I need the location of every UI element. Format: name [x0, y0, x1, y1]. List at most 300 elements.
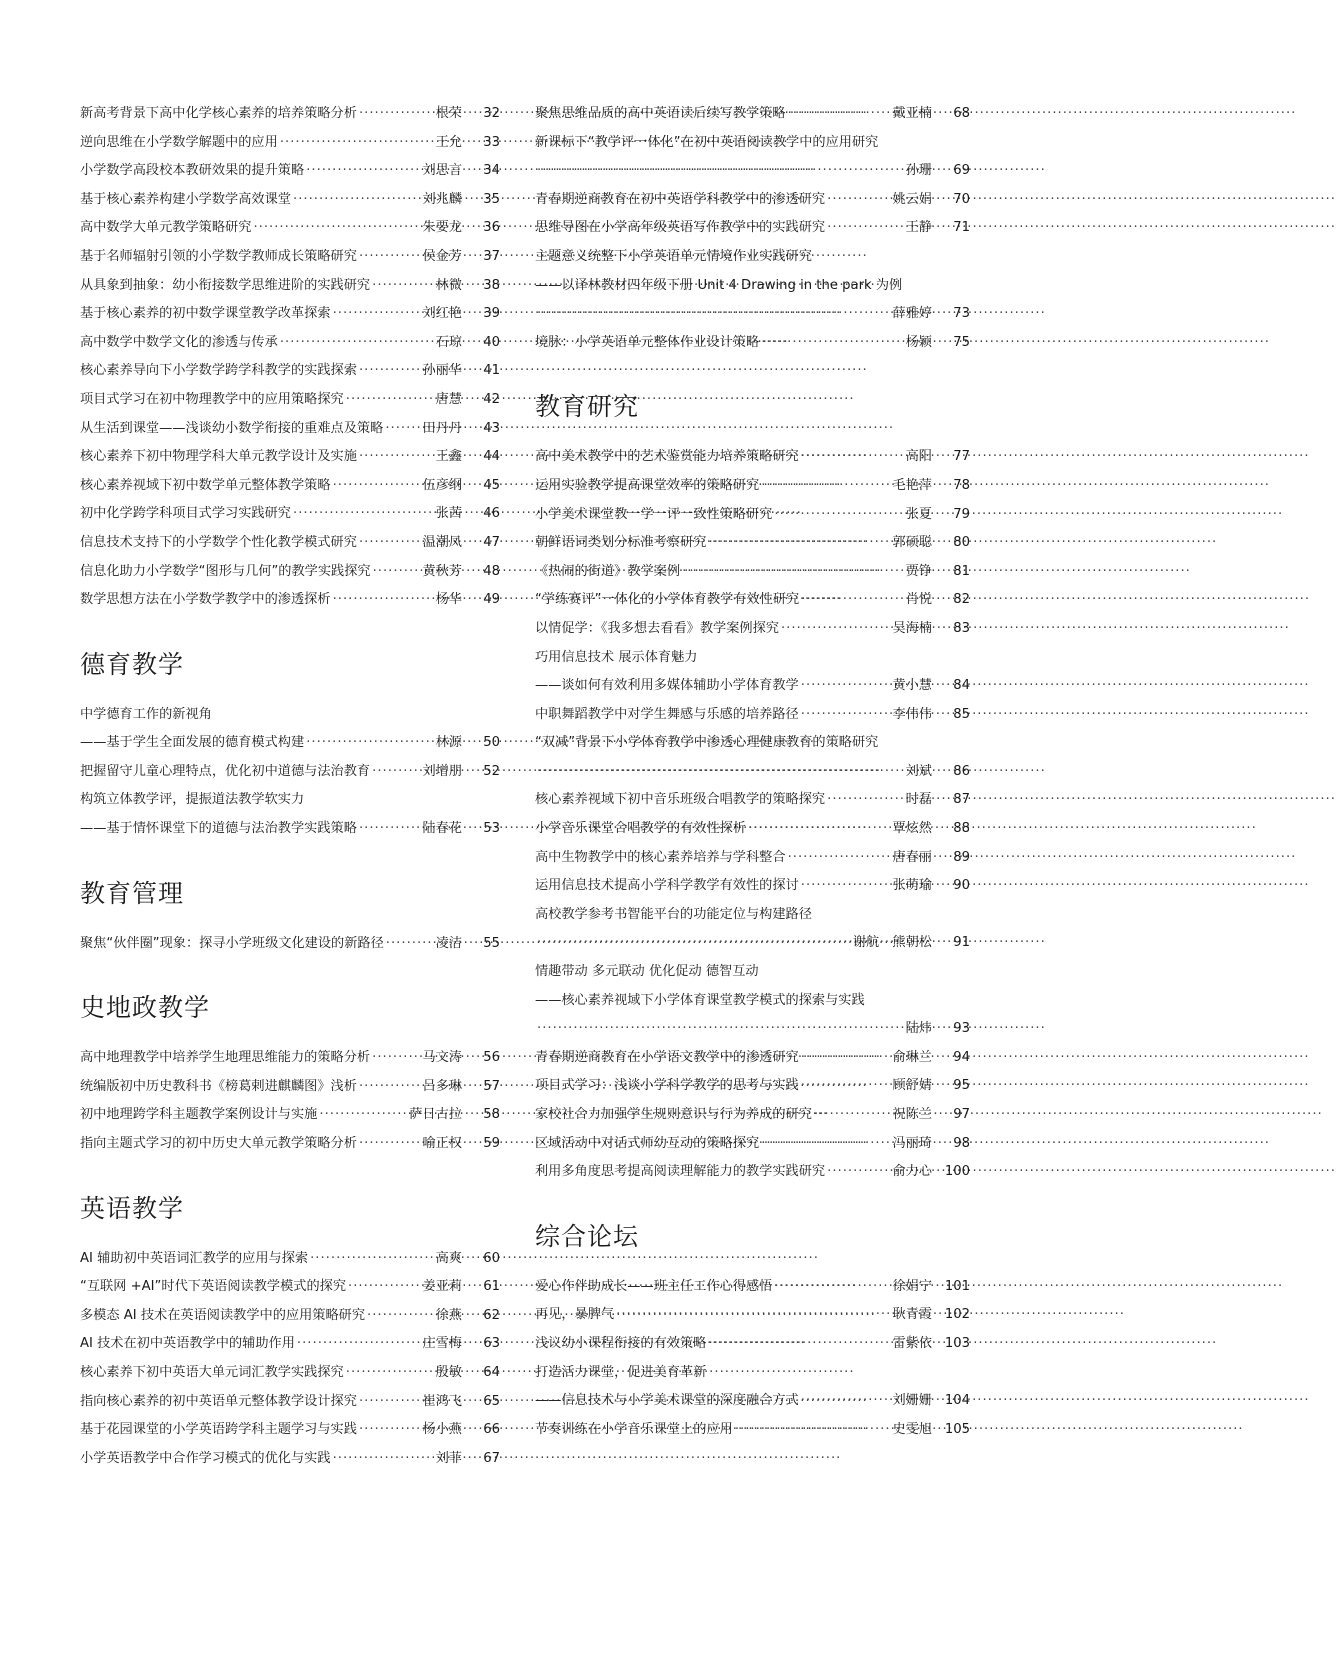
leader-dots [761, 329, 899, 358]
toc-left-column [80, 100, 500, 1473]
entry-author: 凌洁 [435, 935, 462, 951]
toc-entry[interactable] [535, 157, 970, 186]
entry-title: 从生活到课堂——浅谈幼小数学衔接的重难点及策略 [80, 420, 384, 436]
leader-dots [814, 1101, 887, 1130]
toc-entry[interactable] [80, 1445, 500, 1474]
entry-title: 基于花园课堂的小学英语跨学科主题学习与实践 [80, 1422, 357, 1438]
leader-dots [708, 529, 886, 558]
entry-author: 孙丽华 [422, 363, 462, 379]
entry-page: 57 [483, 1078, 500, 1094]
entry-page: 97 [953, 1107, 970, 1122]
entry-page: 93 [953, 1021, 970, 1037]
entry-author: 萨日古拉 [409, 1107, 462, 1123]
toc-line: “双减”背景下小学体育教学中渗透心理健康教育的策略研究 [535, 735, 879, 751]
entry-title: ——谈如何有效利用多媒体辅助小学体育教学 [535, 678, 799, 694]
toc-group-forum [535, 1273, 970, 1359]
entry-author: 林源 [435, 735, 462, 751]
entry-title: 多模态 AI 技术在英语阅读教学中的应用策略研究 [80, 1307, 366, 1323]
entry-page: 78 [953, 477, 970, 493]
leader-dots [297, 1330, 417, 1359]
entry-title: 运用信息技术提高小学科学教学有效性的探讨 [535, 878, 799, 894]
entry-author: 刘红艳 [422, 306, 462, 322]
leader-dots [827, 214, 900, 243]
leader-dots [616, 1301, 886, 1330]
entry-title: 基于核心素养构建小学数学高效课堂 [80, 191, 291, 207]
entry-title: 从具象到抽象：幼小衔接数学思维进阶的实践研究 [80, 277, 371, 293]
leader-dots [788, 844, 887, 873]
entry-title: 项目式学习：浅谈小学科学教学的思考与实践 [535, 1078, 799, 1094]
entry-author: 根荣 [435, 106, 462, 121]
entry-author: 刘斌 [905, 763, 932, 779]
leader-dots [310, 1245, 430, 1274]
entry-page: 91 [953, 935, 970, 951]
toc-line: 中学德育工作的新视角 [80, 706, 212, 722]
entry-page: 87 [953, 792, 970, 808]
leader-dots [359, 1130, 417, 1159]
entry-title: 小学美术课堂教一学一评一致性策略研究 [535, 506, 773, 522]
leader-dots [537, 1015, 900, 1044]
entry-title: 新高考背景下高中化学核心素养的培养策略分析 [80, 106, 357, 121]
entry-author: 徐娟宁 [892, 1278, 932, 1294]
toc-entry[interactable] [80, 100, 500, 129]
toc-line: 主题意义统整下小学英语单元情境作业实践研究 [535, 248, 812, 264]
entry-title: 指向主题式学习的初中历史大单元教学策略分析 [80, 1136, 357, 1152]
entry-author: 吴海楠 [892, 620, 932, 636]
entry-author: 王鑫 [435, 449, 462, 465]
entry-title: 高中数学中数学文化的渗透与传承 [80, 334, 278, 350]
toc-entry[interactable] [535, 472, 970, 501]
entry-author: 杨华 [435, 592, 462, 608]
toc-entry[interactable] [535, 100, 970, 129]
entry-page: 103 [944, 1335, 970, 1351]
toc-entry[interactable] [535, 701, 970, 730]
entry-page: 95 [953, 1078, 970, 1094]
entry-page: 98 [953, 1135, 970, 1151]
entry-page: 63 [483, 1336, 500, 1352]
toc-entry[interactable] [535, 329, 970, 358]
toc-entry[interactable] [535, 1416, 970, 1445]
toc-entry[interactable] [535, 1330, 970, 1359]
entry-page: 104 [944, 1393, 970, 1409]
leader-dots [774, 1273, 886, 1302]
section-title-guanli: 教育管理 [80, 878, 185, 908]
entry-author: 雷紫依 [892, 1335, 932, 1351]
toc-entry[interactable] [80, 758, 500, 787]
entry-author: 覃炫然 [892, 821, 932, 837]
toc-entry[interactable] [535, 672, 970, 701]
leader-dots [306, 729, 429, 758]
entry-title: 逆向思维在小学数学解题中的应用 [80, 134, 278, 150]
leader-dots [359, 1388, 417, 1417]
toc-entry[interactable] [535, 186, 970, 215]
entry-title: 浅议幼小课程衔接的有效策略 [535, 1335, 707, 1351]
toc-entry[interactable] [80, 558, 500, 587]
entry-title: 中职舞蹈教学中对学生舞感与乐感的培养路径 [535, 706, 799, 722]
leader-dots [359, 100, 430, 129]
toc-entry[interactable] [535, 844, 970, 873]
entry-title: 核心素养下初中英语大单元词汇教学实践探究 [80, 1365, 344, 1380]
toc-entry[interactable] [535, 1158, 970, 1187]
entry-page: 102 [944, 1307, 970, 1323]
toc-group-research-a [535, 443, 970, 643]
entry-page: 50 [483, 735, 500, 751]
leader-dots [827, 1158, 886, 1187]
toc-entry[interactable] [535, 815, 970, 844]
entry-author: 孙珊 [905, 163, 932, 179]
leader-dots [359, 1416, 417, 1445]
entry-author: 黄秋芳 [422, 563, 462, 579]
entry-author: 杨颖 [905, 334, 932, 350]
entry-author: 贾铮 [905, 563, 932, 579]
entry-title: 再见，暴脾气 [535, 1307, 615, 1323]
entry-title: 统编版初中历史教科书《榜葛剌进麒麟图》浅析 [80, 1078, 357, 1094]
entry-title: 核心素养下初中物理学科大单元教学设计及实施 [80, 449, 357, 465]
toc-entry[interactable] [80, 357, 500, 386]
toc-entry[interactable] [80, 1273, 500, 1302]
leader-dots [359, 529, 417, 558]
toc-entry[interactable] [535, 786, 970, 815]
leader-dots [537, 300, 886, 329]
entry-title: 把握留守儿童心理特点，优化初中道德与法治教育 [80, 763, 371, 779]
toc-entry[interactable] [80, 1130, 500, 1159]
entry-author: 唐春丽 [892, 849, 932, 865]
entry-page: 53 [483, 821, 500, 837]
entry-page: 80 [953, 535, 970, 551]
entry-author: 薛雅婷 [892, 306, 932, 322]
entry-page: 56 [483, 1050, 500, 1066]
entry-page: 82 [953, 592, 970, 608]
leader-dots [386, 930, 430, 959]
section-title-deyu: 德育教学 [80, 649, 185, 679]
section-title-yingyu: 英语教学 [80, 1193, 185, 1223]
toc-entry[interactable] [80, 243, 500, 272]
entry-page: 71 [953, 220, 970, 236]
entry-title: 利用多角度思考提高阅读理解能力的教学实践研究 [535, 1164, 826, 1180]
toc-entry[interactable] [80, 386, 500, 415]
entry-title: ——信息技术与小学美术课堂的深度融合方式 [535, 1393, 799, 1409]
toc-entry[interactable] [535, 872, 970, 901]
entry-author: 崔鸿飞 [422, 1393, 462, 1409]
entry-author: 刘菲 [435, 1450, 462, 1466]
entry-author: 时磊 [905, 792, 932, 808]
entry-title: 高中地理教学中培养学生地理思维能力的策略分析 [80, 1050, 371, 1066]
entry-page: 45 [483, 477, 500, 493]
toc-entry[interactable] [80, 186, 500, 215]
entry-author: 姜亚莉 [422, 1279, 462, 1295]
leader-dots [333, 300, 417, 329]
toc-entry[interactable] [535, 300, 970, 329]
toc-entry[interactable] [80, 272, 500, 301]
toc-group-research-c [535, 1044, 970, 1187]
leader-dots [801, 701, 887, 730]
entry-author: 陆春花 [422, 821, 462, 837]
entry-page: 39 [483, 306, 500, 322]
leader-dots [348, 1273, 416, 1302]
entry-title: 聚焦思维品质的高中英语读后续写教学策略 [535, 106, 786, 121]
entry-page: 44 [483, 449, 500, 465]
leader-dots [801, 1044, 887, 1073]
entry-page: 73 [953, 306, 970, 322]
entry-page: 105 [944, 1421, 970, 1437]
leader-dots [372, 272, 430, 301]
entry-page: 36 [483, 220, 500, 236]
entry-title: 青春期逆商教育在小学语文教学中的渗透研究 [535, 1049, 799, 1065]
leader-dots [801, 1072, 887, 1101]
toc-line: 新课标下“教学评一体化”在初中英语阅读教学中的应用研究 [535, 134, 879, 150]
entry-author: 陆炜 [905, 1021, 932, 1037]
entry-page: 34 [483, 163, 500, 179]
toc-entry[interactable] [80, 1245, 500, 1274]
entry-author: 殷敏 [435, 1365, 462, 1380]
entry-author: 田丹丹 [422, 420, 462, 436]
leader-dots [708, 1330, 886, 1359]
toc-entry[interactable] [80, 1416, 500, 1445]
entry-page: 70 [953, 191, 970, 207]
entry-page: 35 [483, 191, 500, 207]
entry-page: 101 [944, 1278, 970, 1294]
leader-dots [372, 758, 416, 787]
toc-entry[interactable] [535, 758, 970, 787]
entry-page: 32 [483, 106, 500, 121]
entry-page: 85 [953, 706, 970, 722]
entry-page: 60 [483, 1250, 500, 1266]
toc-entry[interactable] [535, 558, 970, 587]
entry-page: 37 [483, 248, 500, 264]
entry-author: 戴亚楠 [892, 106, 932, 121]
toc-entry[interactable] [80, 1073, 500, 1102]
entry-title: 朝鲜语词类划分标准考察研究 [535, 535, 707, 551]
toc-entry[interactable] [80, 1101, 500, 1130]
leader-dots [801, 443, 900, 472]
toc-entry[interactable] [80, 300, 500, 329]
toc-entry[interactable] [535, 586, 970, 615]
toc-entry[interactable] [535, 1072, 970, 1101]
leader-dots [735, 1416, 887, 1445]
entry-page: 49 [483, 592, 500, 608]
leader-dots [761, 472, 886, 501]
leader-dots [801, 672, 887, 701]
entry-title: AI 辅助初中英语词汇教学的应用与探索 [80, 1250, 309, 1266]
leader-dots [801, 1387, 887, 1416]
entry-page: 61 [483, 1279, 500, 1295]
entry-page: 33 [483, 134, 500, 150]
toc-group-guanli [80, 930, 500, 959]
entry-page: 59 [483, 1136, 500, 1152]
entry-title: 信息化助力小学数学“图形与几何”的教学实践探究 [80, 563, 371, 579]
leader-dots [774, 501, 899, 530]
toc-entry[interactable] [80, 930, 500, 959]
entry-author: 刘姗姗 [892, 1393, 932, 1409]
entry-page: 90 [953, 878, 970, 894]
toc-entry[interactable] [80, 1388, 500, 1417]
entry-title: 核心素养视域下初中音乐班级合唱教学的策略探究 [535, 792, 826, 808]
toc-entry[interactable] [80, 157, 500, 186]
entry-author: 毛艳萍 [892, 477, 932, 493]
leader-dots [761, 1130, 886, 1159]
entry-page: 38 [483, 277, 500, 293]
toc-entry[interactable] [80, 500, 500, 529]
leader-dots [293, 186, 416, 215]
toc-entry[interactable] [535, 615, 970, 644]
entry-page: 81 [953, 563, 970, 579]
entry-author: 冯丽琦 [892, 1135, 932, 1151]
leader-dots [373, 558, 417, 587]
entry-title: 青春期逆商教育在初中英语学科教学中的渗透研究 [535, 191, 826, 207]
entry-title: 初中地理跨学科主题教学案例设计与实施 [80, 1107, 318, 1123]
entry-page: 86 [953, 763, 970, 779]
leader-dots [367, 1302, 430, 1331]
entry-author: 俞力心 [892, 1164, 932, 1180]
leader-dots [346, 386, 430, 415]
entry-title: “互联网 +AI”时代下英语阅读教学模式的探究 [80, 1279, 347, 1295]
leader-dots [801, 586, 899, 615]
entry-title: ——基于情怀课堂下的道德与法治教学实践策略 [80, 821, 357, 837]
leader-dots [359, 243, 417, 272]
toc-entry[interactable] [535, 1044, 970, 1073]
section-title-shidizheng: 史地政教学 [80, 993, 211, 1023]
toc-entry[interactable] [80, 129, 500, 158]
entry-page: 48 [483, 563, 500, 579]
toc-entry[interactable] [535, 1015, 970, 1044]
toc-entry[interactable] [535, 929, 970, 958]
entry-title: 聚焦“伙伴圈”现象：探寻小学班级文化建设的新路径 [80, 935, 384, 951]
toc-line: 巧用信息技术 展示体育魅力 [535, 649, 698, 665]
entry-page: 77 [953, 449, 970, 465]
entry-author: 黄小慧 [892, 678, 932, 694]
leader-dots [346, 1359, 430, 1388]
entry-title: 信息技术支持下的小学数学个性化教学模式研究 [80, 534, 357, 550]
entry-title: 高中数学大单元教学策略研究 [80, 220, 252, 236]
leader-dots [333, 586, 430, 615]
entry-title: 初中化学跨学科项目式学习实践研究 [80, 506, 291, 522]
entry-title: 以情促学：《我多想去看看》教学案例探究 [535, 620, 779, 636]
toc-entry[interactable] [80, 1302, 500, 1331]
toc-line: ——核心素养视域下小学体育课堂教学模式的探索与实践 [535, 992, 865, 1008]
leader-dots [385, 415, 416, 444]
entry-page: 84 [953, 678, 970, 694]
entry-title: 小学数学高段校本教研效果的提升策略 [80, 163, 305, 179]
entry-author: 唐慧 [435, 391, 462, 407]
toc-entry[interactable] [535, 1273, 970, 1302]
entry-author: 史雯旭 [892, 1421, 932, 1437]
entry-page: 62 [483, 1307, 500, 1323]
entry-author: 顾舒婧 [892, 1078, 932, 1094]
entry-author: 马文涛 [422, 1050, 462, 1066]
leader-dots [359, 1073, 417, 1102]
entry-page: 43 [483, 420, 500, 436]
leader-dots [359, 357, 417, 386]
leader-dots [781, 615, 886, 644]
entry-title: 境脉：小学英语单元整体作业设计策略 [535, 334, 760, 350]
entry-title: 基于核心素养的初中数学课堂教学改革探索 [80, 306, 331, 322]
leader-dots [788, 100, 887, 129]
entry-page: 89 [953, 849, 970, 865]
toc-entry[interactable] [535, 529, 970, 558]
entry-page: 66 [483, 1422, 500, 1438]
entry-title: 《热闹的街道》教学案例 [535, 563, 681, 579]
entry-author: 伍彦纲 [422, 477, 462, 493]
toc-entry[interactable] [80, 1359, 500, 1388]
entry-author: 吕多琳 [422, 1078, 462, 1094]
entry-title: 思维导图在小学高年级英语写作教学中的实践研究 [535, 220, 826, 236]
entry-author: 刘思言 [422, 163, 462, 179]
toc-entry[interactable] [80, 329, 500, 358]
entry-title: AI 技术在初中英语教学中的辅助作用 [80, 1336, 295, 1352]
entry-page: 64 [483, 1365, 500, 1380]
entry-author: 刘增朋 [422, 763, 462, 779]
entry-author: 高爽 [435, 1250, 462, 1266]
entry-page: 55 [483, 935, 500, 951]
entry-page: 40 [483, 334, 500, 350]
toc-right-column [535, 100, 970, 1444]
entry-author: 谢航 熊朝松 [852, 935, 932, 951]
toc-entry[interactable] [80, 729, 500, 758]
entry-page: 67 [483, 1450, 500, 1466]
entry-author: 王静 [905, 220, 932, 236]
leader-dots [280, 329, 430, 358]
entry-author: 刘兆麟 [422, 191, 462, 207]
toc-entry[interactable] [535, 214, 970, 243]
entry-author: 耿青霞 [892, 1307, 932, 1323]
entry-title: 节奏训练在小学音乐课堂上的应用 [535, 1421, 733, 1437]
entry-title: 核心素养视域下初中数学单元整体教学策略 [80, 477, 331, 493]
toc-line: 情趣带动 多元联动 优化促动 德智互动 [535, 964, 759, 980]
entry-author: 张萌瑜 [892, 878, 932, 894]
toc-entry[interactable] [535, 443, 970, 472]
toc-entry[interactable] [80, 214, 500, 243]
entry-author: 肖悦 [905, 592, 932, 608]
toc-entry[interactable] [80, 1330, 500, 1359]
toc-entry[interactable] [80, 1044, 500, 1073]
entry-page: 75 [953, 334, 970, 350]
entry-title: 小学音乐课堂合唱教学的有效性探析 [535, 821, 746, 837]
section-title-jiaoyu: 教育研究 [535, 392, 640, 422]
toc-entry[interactable] [80, 415, 500, 444]
entry-author: 庄雪梅 [422, 1336, 462, 1352]
entry-author: 徐燕 [435, 1307, 462, 1323]
leader-dots [537, 157, 900, 186]
leader-dots [537, 758, 900, 787]
leader-dots [280, 129, 430, 158]
toc-entry[interactable] [535, 1101, 970, 1130]
toc-entry[interactable] [80, 443, 500, 472]
entry-page: 47 [483, 534, 500, 550]
leader-dots [682, 558, 900, 587]
entry-author: 祝陈兰 [892, 1107, 932, 1122]
entry-author: 郭硕聪 [892, 535, 932, 551]
entry-author: 张茜 [435, 506, 462, 522]
toc-entry[interactable] [535, 501, 970, 530]
entry-title: 家校社合力加强学生规则意识与行为养成的研究 [535, 1107, 812, 1122]
toc-entry[interactable] [80, 472, 500, 501]
entry-author: 俞琳兰 [892, 1049, 932, 1065]
entry-title: 核心素养导向下小学数学跨学科教学的实践探索 [80, 363, 357, 379]
entry-title: ——基于学生全面发展的德育模式构建 [80, 735, 305, 751]
toc-entry[interactable] [80, 529, 500, 558]
toc-entry[interactable] [80, 586, 500, 615]
leader-dots [359, 443, 430, 472]
toc-entry[interactable] [535, 1130, 970, 1159]
entry-page: 94 [953, 1049, 970, 1065]
entry-page: 65 [483, 1393, 500, 1409]
toc-entry[interactable] [535, 1301, 970, 1330]
entry-title: 项目式学习在初中物理教学中的应用策略探究 [80, 391, 344, 407]
toc-entry[interactable] [80, 815, 500, 844]
leader-dots [253, 214, 416, 243]
entry-author: 李伟伟 [892, 706, 932, 722]
toc-entry[interactable] [535, 1387, 970, 1416]
entry-title: 爱心作伴助成长——班主任工作心得感悟 [535, 1278, 773, 1294]
